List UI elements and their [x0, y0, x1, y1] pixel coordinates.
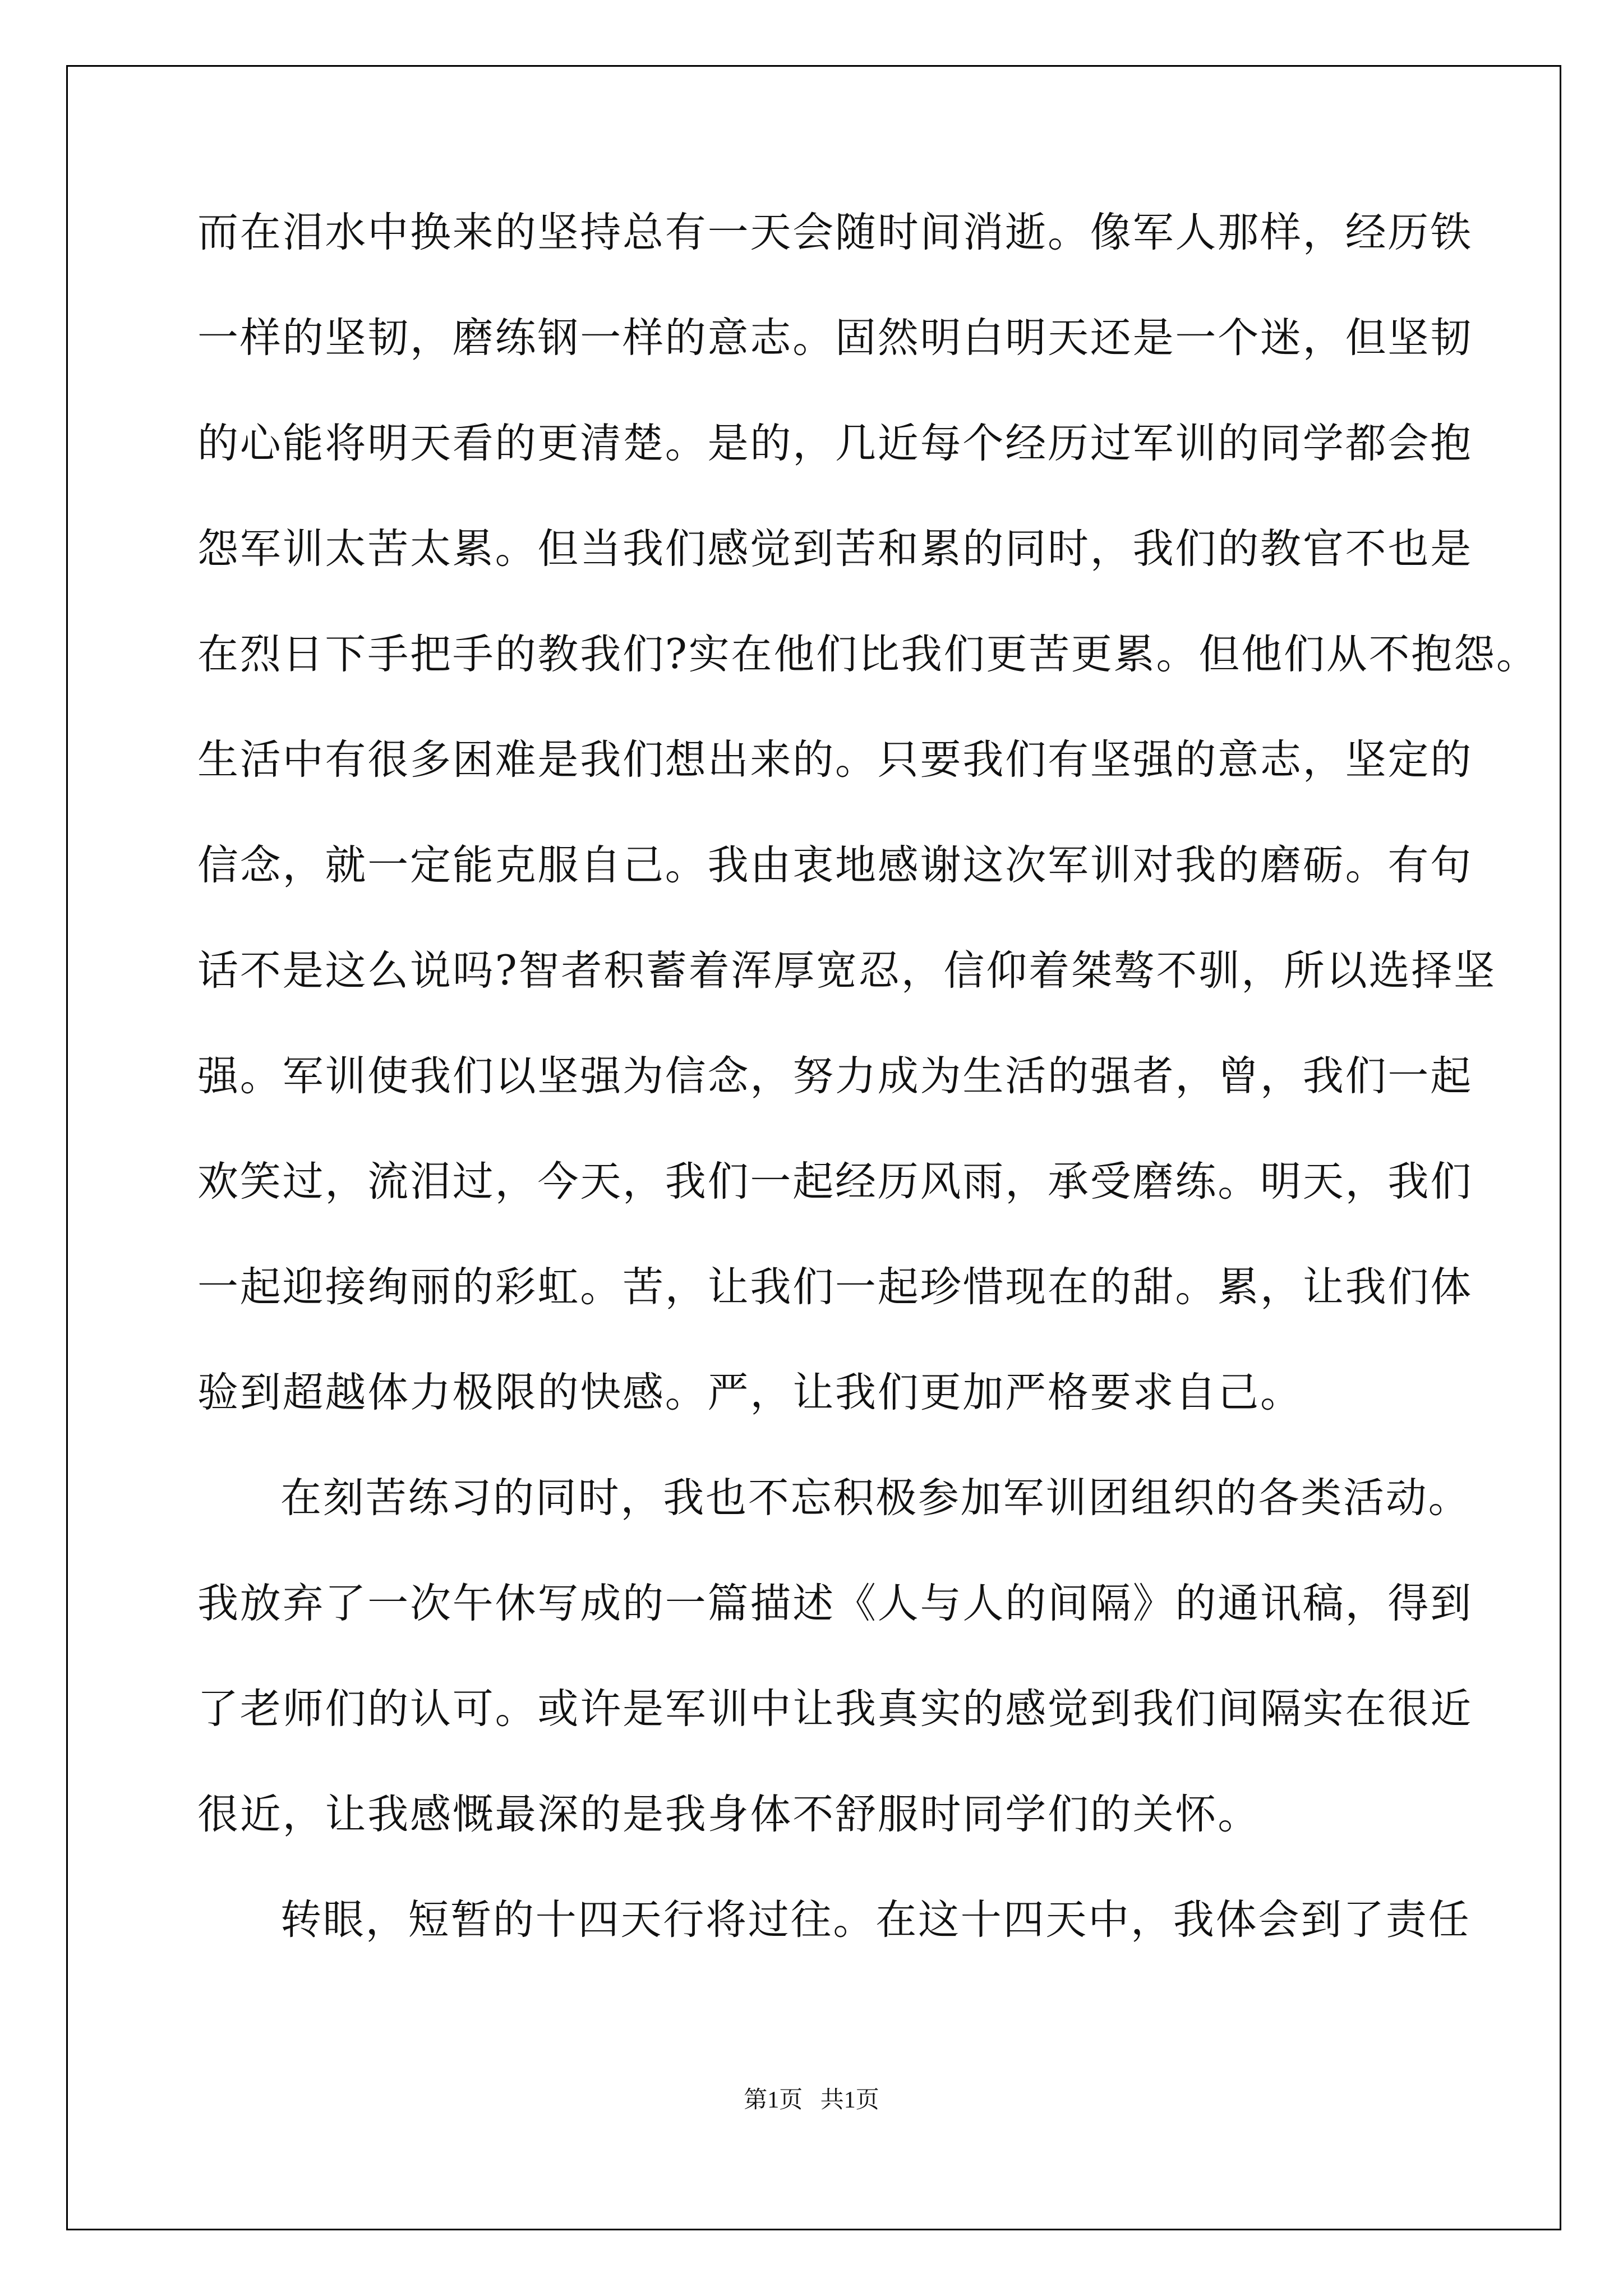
- text-line: 的心能将明天看的更清楚。是的，几近每个经历过军训的同学都会抱: [197, 420, 1473, 467]
- text-line: 了老师们的认可。或许是军训中让我真实的感觉到我们间隔实在很近: [197, 1685, 1473, 1733]
- text-line: 在烈日下手把手的教我们?实在他们比我们更苦更累。但他们从不抱怨。: [197, 631, 1539, 678]
- text-line: 话不是这么说吗?智者积蓄着浑厚宽忍，信仰着桀骜不驯，所以选择坚: [197, 947, 1496, 995]
- document-body: [197, 202, 1539, 1995]
- text-line: 验到超越体力极限的快感。严，让我们更加严格要求自己。: [197, 1369, 1303, 1416]
- text-line: 欢笑过，流泪过，今天，我们一起经历风雨，承受磨练。明天，我们: [197, 1158, 1473, 1205]
- text-line: 信念，就一定能克服自己。我由衷地感谢这次军训对我的磨砺。有句: [197, 841, 1473, 889]
- text-line: 强。军训使我们以坚强为信念，努力成为生活的强者，曾，我们一起: [197, 1052, 1473, 1100]
- text-line: 转眼，短暂的十四天行将过往。在这十四天中，我体会到了责任: [280, 1896, 1471, 1944]
- text-line: 一起迎接绚丽的彩虹。苦，让我们一起珍惜现在的甜。累，让我们体: [197, 1263, 1473, 1311]
- text-line: 我放弃了一次午休写成的一篇描述《人与人的间隔》的通讯稿，得到: [197, 1580, 1473, 1627]
- text-line: 怨军训太苦太累。但当我们感觉到苦和累的同时，我们的教官不也是: [197, 525, 1473, 573]
- text-line: 生活中有很多困难是我们想出来的。只要我们有坚强的意志，坚定的: [197, 736, 1473, 784]
- text-line: 很近，让我感慨最深的是我身体不舒服时同学们的关怀。: [197, 1791, 1260, 1838]
- text-line: 在刻苦练习的同时，我也不忘积极参加军训团组织的各类活动。: [280, 1474, 1471, 1522]
- text-line: 而在泪水中换来的坚持总有一天会随时间消逝。像军人那样，经历铁: [197, 209, 1473, 256]
- text-line: 一样的坚韧，磨练钢一样的意志。固然明白明天还是一个迷，但坚韧: [197, 314, 1473, 362]
- page-footer: 第1页 共1页: [744, 2087, 879, 2113]
